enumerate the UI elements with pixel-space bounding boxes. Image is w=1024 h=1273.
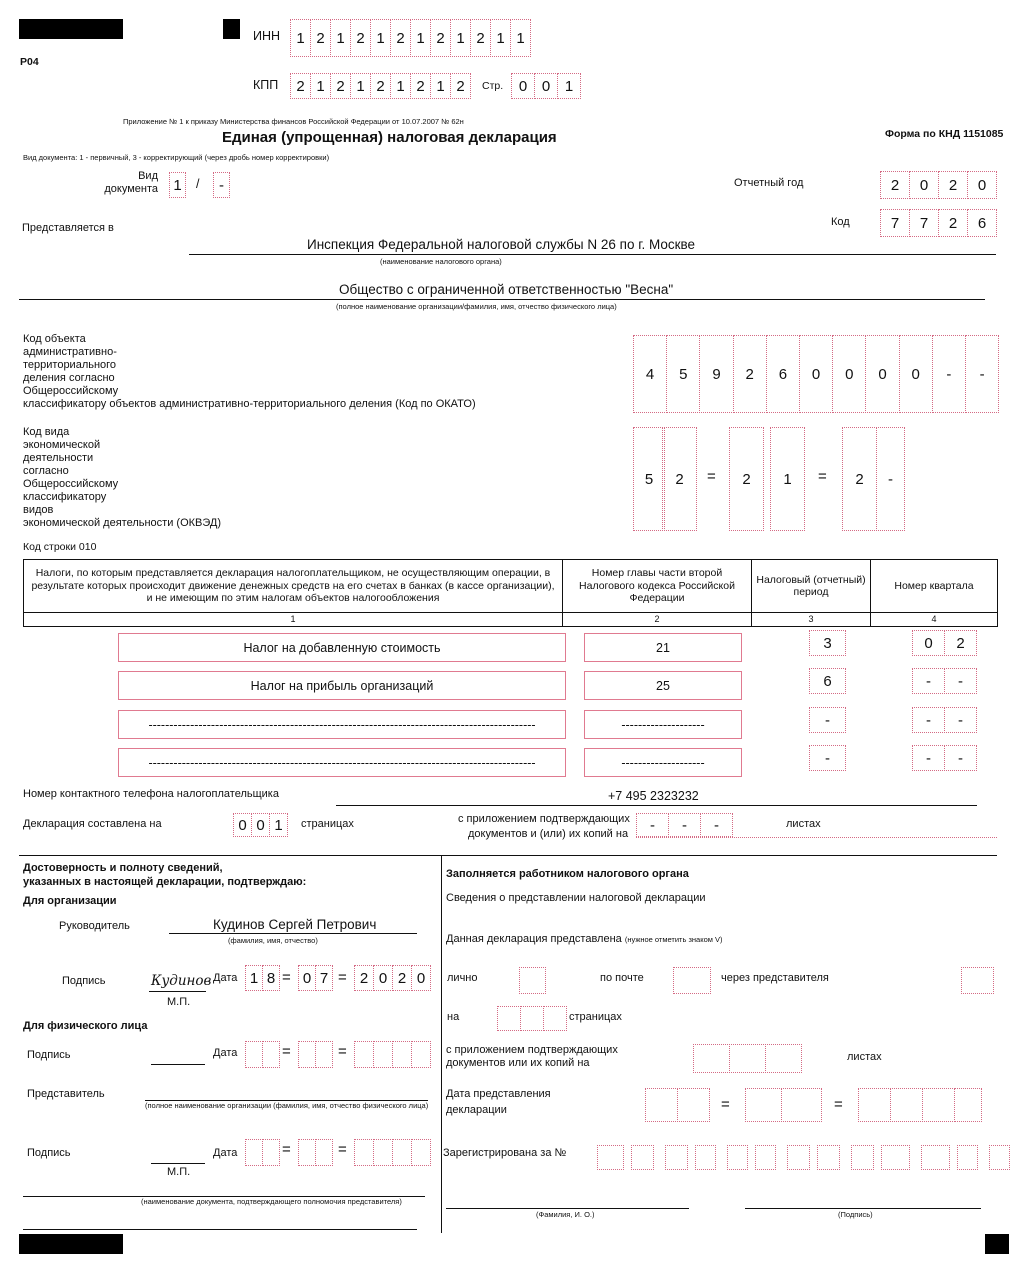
org-date-label: Дата — [213, 972, 238, 984]
org-mp: М.П. — [167, 996, 191, 1008]
sheets-unit: листах — [786, 818, 821, 830]
digit-cell[interactable]: 1 — [370, 19, 391, 57]
okved-digit-cell[interactable]: 2 — [729, 427, 764, 531]
digit-cell[interactable]: 0 — [411, 965, 431, 991]
date-separator: = — [282, 1043, 291, 1060]
okved-label-line: видов — [23, 504, 54, 516]
head-label: Руководитель — [59, 920, 130, 932]
registration-digit-cell[interactable] — [695, 1145, 716, 1170]
submission-date-cell[interactable] — [781, 1088, 822, 1122]
registration-digit-cell[interactable] — [957, 1145, 978, 1170]
pages-label: Декларация составлена на — [23, 818, 162, 830]
column-divider — [441, 855, 442, 1233]
via-representative-checkbox[interactable] — [961, 967, 994, 994]
pages-unit: страницах — [301, 818, 354, 830]
digit-cell[interactable]: 7 — [315, 965, 333, 991]
doc-type-cell[interactable]: 1 — [169, 172, 186, 198]
digit-cell[interactable]: 0 — [832, 335, 866, 413]
attach-received-unit: листах — [847, 1051, 882, 1063]
date-separator: = — [338, 1043, 347, 1060]
digit-cell[interactable]: 1 — [510, 19, 531, 57]
digit-cell[interactable] — [315, 1041, 333, 1068]
digit-cell[interactable]: 5 — [666, 335, 700, 413]
digit-cell[interactable]: 9 — [699, 335, 733, 413]
tax-officer-heading: Заполняется работником налогового органа — [446, 868, 689, 880]
digit-cell[interactable] — [245, 1041, 263, 1068]
for-person-heading: Для физического лица — [23, 1020, 148, 1032]
submission-date-line1: Дата представления — [446, 1088, 551, 1100]
officer-sign-underline — [745, 1208, 981, 1209]
digit-cell[interactable]: 2 — [310, 19, 331, 57]
doc-type-slash: / — [196, 177, 200, 191]
page-number-label: Стр. — [482, 80, 504, 92]
registration-digit-cell[interactable] — [881, 1145, 910, 1170]
registration-digit-cell[interactable] — [817, 1145, 840, 1170]
registration-digit-cell[interactable] — [755, 1145, 776, 1170]
digit-cell[interactable]: 1 — [430, 73, 451, 99]
doc-type-note: Вид документа: 1 - первичный, 3 - корректирующий (через дробь номер корректировки) — [23, 153, 330, 162]
kpp-label: КПП — [253, 78, 279, 92]
digit-cell[interactable]: 1 — [410, 19, 431, 57]
digit-cell[interactable]: 6 — [967, 209, 997, 237]
submitted-label — [446, 933, 723, 945]
submission-date-cell[interactable] — [645, 1088, 678, 1122]
digit-cell[interactable]: 2 — [733, 335, 767, 413]
representative-caption: (полное наименование организации (фамилия, имя, отчество физического лица) — [145, 1101, 429, 1110]
digit-cell[interactable]: 7 — [909, 209, 939, 237]
digit-cell[interactable]: 6 — [766, 335, 800, 413]
personally-label: лично — [447, 972, 478, 984]
okved-label-line: Общероссийскому — [23, 478, 119, 490]
digit-cell[interactable]: 1 — [269, 813, 288, 837]
date-separator: = — [282, 969, 291, 986]
okved-label-line: Код вида — [23, 426, 70, 438]
tax-name-field[interactable]: Налог на прибыль организаций — [118, 671, 566, 700]
digit-cell[interactable]: 1 — [310, 73, 331, 99]
digit-cell[interactable]: 2 — [354, 965, 374, 991]
person-sign-label: Подпись — [27, 1049, 71, 1061]
rep-sign-label: Подпись — [27, 1147, 71, 1159]
attach-label-line2: документов и (или) их копий на — [468, 828, 629, 840]
registration-digit-cell[interactable] — [989, 1145, 1010, 1170]
org-signature[interactable]: Кудинов — [151, 973, 212, 989]
rep-doc-underline-2 — [23, 1229, 417, 1230]
digit-cell[interactable]: - — [636, 813, 669, 837]
report-year-label: Отчетный год — [734, 177, 804, 189]
on-label: на — [447, 1011, 460, 1023]
okato-label-line: Код объекта — [23, 333, 86, 345]
digit-cell[interactable] — [411, 1041, 431, 1068]
date-separator: = — [282, 1141, 291, 1158]
doc-type-label-line2: документа — [104, 183, 158, 195]
okved-label-line: экономической деятельности (ОКВЭД) — [23, 517, 222, 529]
digit-cell[interactable]: 2 — [390, 19, 411, 57]
col-number: 2 — [563, 613, 752, 627]
submission-date-cell[interactable] — [745, 1088, 782, 1122]
period-cell[interactable]: - — [809, 707, 846, 733]
digit-cell[interactable] — [245, 1139, 263, 1166]
personally-checkbox[interactable] — [519, 967, 546, 994]
organization-caption: (полное наименование организации/фамилия, имя, отчество физического лица) — [336, 302, 617, 311]
okved-digit-cell[interactable]: 2 — [662, 427, 697, 531]
attach-received-cell[interactable] — [729, 1044, 766, 1073]
registered-label: Зарегистрирована за № — [443, 1147, 567, 1159]
digit-cell[interactable]: 0 — [799, 335, 833, 413]
period-cell[interactable]: 6 — [809, 668, 846, 694]
quarter-cell[interactable]: - — [944, 707, 977, 733]
tax-name-field[interactable]: --------------------------------------------------------------------------------------------- — [118, 748, 566, 777]
page-code: Р04 — [20, 56, 39, 68]
digit-cell[interactable] — [392, 1041, 412, 1068]
header-chapter: Номер главы части второй Налогового кодекса Российской Федерации — [563, 560, 752, 613]
taxes-table-header — [23, 559, 998, 627]
registration-digit-cell[interactable] — [851, 1145, 874, 1170]
person-sign-underline — [151, 1064, 205, 1065]
rep-sign-underline — [151, 1163, 205, 1164]
pages-received-cell[interactable] — [520, 1006, 544, 1031]
digit-cell[interactable] — [373, 1139, 393, 1166]
okved-separator: = — [707, 468, 716, 485]
registration-digit-cell[interactable] — [597, 1145, 624, 1170]
period-cell[interactable]: 3 — [809, 630, 846, 656]
digit-cell[interactable]: 2 — [938, 171, 968, 199]
digit-cell[interactable]: - — [932, 335, 966, 413]
by-mail-label: по почте — [600, 972, 644, 984]
organization-underline — [19, 299, 985, 300]
confirm-line2: указанных в настоящей декларации, подтверждаю: — [23, 876, 307, 888]
pages-received-cell[interactable] — [497, 1006, 521, 1031]
digit-cell[interactable]: 2 — [290, 73, 311, 99]
digit-cell[interactable]: 1 — [290, 19, 311, 57]
submission-date-line2: декларации — [446, 1104, 507, 1116]
line-010-label: Код строки 010 — [23, 541, 97, 553]
digit-cell[interactable]: 2 — [370, 73, 391, 99]
okved-label-line: классификатору — [23, 491, 107, 503]
registration-digit-cell[interactable] — [921, 1145, 950, 1170]
person-date-label: Дата — [213, 1047, 238, 1059]
digit-cell[interactable]: 0 — [534, 73, 558, 99]
chapter-field[interactable]: -------------------- — [584, 710, 742, 739]
appendix-note: Приложение № 1 к приказу Министерства финансов Российской Федерации от 10.07.2007 № 62н — [123, 117, 464, 126]
attach-received-cell[interactable] — [765, 1044, 802, 1073]
submission-date-cell[interactable] — [922, 1088, 955, 1122]
submission-date-cell[interactable] — [677, 1088, 710, 1122]
header-period: Налоговый (отчетный) период — [752, 560, 871, 613]
registration-digit-cell[interactable] — [727, 1145, 748, 1170]
digit-cell[interactable]: 2 — [938, 209, 968, 237]
quarter-cell[interactable]: - — [944, 745, 977, 771]
okved-digit-cell[interactable]: 5 — [633, 427, 665, 531]
attach-received-line2: документов или их копий на — [446, 1057, 590, 1069]
submission-info: Сведения о представлении налоговой декларации — [446, 892, 706, 904]
corner-marker-top-left — [19, 19, 123, 39]
tax-name-field[interactable]: Налог на добавленную стоимость — [118, 633, 566, 662]
phone-label: Номер контактного телефона налогоплательщика — [23, 788, 279, 800]
rep-doc-caption: (наименование документа, подтверждающего полномочия представителя) — [141, 1197, 402, 1206]
quarter-cell[interactable]: 2 — [944, 630, 977, 656]
authority-label: Представляется в — [22, 222, 114, 234]
organization-name[interactable]: Общество с ограниченной ответственностью "Весна" — [339, 282, 674, 297]
digit-cell[interactable]: 2 — [410, 73, 431, 99]
digit-cell[interactable] — [354, 1041, 374, 1068]
digit-cell[interactable] — [298, 1139, 316, 1166]
authority-caption: (наименование налогового органа) — [380, 257, 502, 266]
head-name[interactable]: Кудинов Сергей Петрович — [213, 917, 377, 932]
digit-cell[interactable]: 1 — [557, 73, 581, 99]
okved-label-line: экономической — [23, 439, 101, 451]
officer-name-underline — [446, 1208, 689, 1209]
quarter-cell[interactable]: - — [912, 745, 945, 771]
org-sign-underline — [149, 991, 206, 992]
by-mail-checkbox[interactable] — [673, 967, 711, 994]
doc-type-label — [104, 170, 158, 196]
registration-digit-cell[interactable] — [665, 1145, 688, 1170]
okved-digit-cell[interactable]: - — [876, 427, 905, 531]
form-code: Форма по КНД 1151085 — [885, 128, 1004, 140]
digit-cell[interactable]: 1 — [350, 73, 371, 99]
via-representative-label: через представителя — [721, 972, 829, 984]
digit-cell[interactable]: 2 — [470, 19, 491, 57]
corner-marker-bottom-left — [19, 1234, 123, 1254]
authority-underline — [189, 254, 996, 255]
digit-cell[interactable] — [373, 1041, 393, 1068]
digit-cell[interactable]: 0 — [373, 965, 393, 991]
digit-cell[interactable]: 1 — [245, 965, 263, 991]
digit-cell[interactable]: 0 — [233, 813, 252, 837]
digit-cell[interactable]: 2 — [450, 73, 471, 99]
pages-received-unit: страницах — [569, 1011, 622, 1023]
digit-cell[interactable] — [392, 1139, 412, 1166]
for-organization-heading: Для организации — [23, 895, 117, 907]
digit-cell[interactable]: 7 — [880, 209, 910, 237]
confirm-line1: Достоверность и полноту сведений, — [23, 862, 223, 874]
date-separator: = — [721, 1096, 730, 1113]
col-number: 1 — [24, 613, 563, 627]
chapter-field[interactable]: -------------------- — [584, 748, 742, 777]
digit-cell[interactable]: 8 — [262, 965, 280, 991]
officer-name-caption: (Фамилия, И. О.) — [536, 1210, 595, 1219]
attach-dotted-line — [636, 837, 997, 838]
digit-cell[interactable]: 0 — [298, 965, 316, 991]
digit-cell[interactable] — [298, 1041, 316, 1068]
attach-received-line1: с приложением подтверждающих — [446, 1044, 618, 1056]
okved-label-line: согласно — [23, 465, 69, 477]
header-taxes: Налоги, по которым представляется декларация налогоплательщиком, не осуществляющим операции, в результате которых происходит движение денежных средств на его счетах в банках (в кассе организации), и не имеющим по этим налогам объектов налогообложения — [24, 560, 563, 613]
date-separator: = — [338, 1141, 347, 1158]
submission-date-cell[interactable] — [954, 1088, 982, 1122]
officer-sign-caption: (Подпись) — [838, 1210, 873, 1219]
representative-label: Представитель — [27, 1088, 105, 1100]
rep-mp: М.П. — [167, 1166, 191, 1178]
org-sign-label: Подпись — [62, 975, 106, 987]
period-cell[interactable]: - — [809, 745, 846, 771]
tax-office-code-label: Код — [831, 216, 850, 228]
digit-cell[interactable] — [262, 1139, 280, 1166]
digit-cell[interactable]: 1 — [490, 19, 511, 57]
digit-cell[interactable]: 2 — [880, 171, 910, 199]
quarter-cell[interactable]: 0 — [912, 630, 945, 656]
head-underline — [169, 933, 417, 934]
chapter-field[interactable]: 21 — [584, 633, 742, 662]
col-number: 3 — [752, 613, 871, 627]
attach-label-line1: с приложением подтверждающих — [458, 813, 630, 825]
digit-cell[interactable]: 1 — [330, 19, 351, 57]
digit-cell[interactable] — [411, 1139, 431, 1166]
okato-label — [23, 333, 476, 411]
registration-digit-cell[interactable] — [631, 1145, 654, 1170]
tax-name-field[interactable]: --------------------------------------------------------------------------------------------- — [118, 710, 566, 739]
digit-cell[interactable]: 4 — [633, 335, 667, 413]
digit-cell[interactable]: - — [668, 813, 701, 837]
correction-number-cell[interactable]: - — [213, 172, 230, 198]
declaration-title: Единая (упрощенная) налоговая декларация — [222, 129, 557, 146]
digit-cell[interactable]: 2 — [430, 19, 451, 57]
corner-marker-top-mid — [223, 19, 240, 39]
corner-marker-bottom-right — [985, 1234, 1009, 1254]
digit-cell[interactable]: 2 — [350, 19, 371, 57]
okved-digit-cell[interactable]: 2 — [842, 427, 877, 531]
registration-digit-cell[interactable] — [787, 1145, 810, 1170]
submitted-note: (нужное отметить знаком V) — [624, 935, 723, 944]
date-separator: = — [338, 969, 347, 986]
okved-label — [23, 426, 221, 530]
digit-cell[interactable]: 0 — [865, 335, 899, 413]
digit-cell[interactable]: 0 — [899, 335, 933, 413]
okato-label-line: деления согласно — [23, 372, 115, 384]
digit-cell[interactable]: 0 — [967, 171, 997, 199]
digit-cell[interactable]: 0 — [251, 813, 270, 837]
okato-label-line: территориального — [23, 359, 117, 371]
phone-value[interactable]: +7 495 2323232 — [608, 789, 699, 803]
digit-cell[interactable]: 0 — [511, 73, 535, 99]
okved-digit-cell[interactable]: 1 — [770, 427, 805, 531]
digit-cell[interactable] — [354, 1139, 374, 1166]
digit-cell[interactable] — [262, 1041, 280, 1068]
submitted-text: Данная декларация представлена — [446, 933, 622, 945]
col-number: 4 — [871, 613, 998, 627]
section-divider — [19, 855, 997, 856]
chapter-field[interactable]: 25 — [584, 671, 742, 700]
okato-label-line: классификатору объектов административно-территориального деления (Код по ОКАТО) — [23, 398, 476, 410]
phone-underline — [336, 805, 977, 806]
quarter-cell[interactable]: - — [944, 668, 977, 694]
attach-received-cell[interactable] — [693, 1044, 730, 1073]
digit-cell[interactable]: - — [965, 335, 999, 413]
digit-cell[interactable]: 1 — [390, 73, 411, 99]
okved-label-line: деятельности — [23, 452, 94, 464]
doc-type-label-line1: Вид — [138, 170, 158, 182]
digit-cell[interactable]: 1 — [450, 19, 471, 57]
submission-date-cell[interactable] — [858, 1088, 891, 1122]
quarter-cell[interactable]: - — [912, 707, 945, 733]
authority-name[interactable]: Инспекция Федеральной налоговой службы N 26 по г. Москве — [307, 237, 696, 252]
inn-label: ИНН — [253, 29, 281, 43]
header-quarter: Номер квартала — [871, 560, 998, 613]
date-separator: = — [834, 1096, 843, 1113]
quarter-cell[interactable]: - — [912, 668, 945, 694]
digit-cell[interactable] — [315, 1139, 333, 1166]
digit-cell[interactable]: 2 — [392, 965, 412, 991]
okato-label-line: административно- — [23, 346, 117, 358]
head-fio-caption: (фамилия, имя, отчество) — [228, 936, 318, 945]
digit-cell[interactable]: 0 — [909, 171, 939, 199]
digit-cell[interactable]: - — [700, 813, 733, 837]
submission-date-cell[interactable] — [890, 1088, 923, 1122]
rep-date-label: Дата — [213, 1147, 238, 1159]
digit-cell[interactable]: 2 — [330, 73, 351, 99]
okato-label-line: Общероссийскому — [23, 385, 119, 397]
okved-separator: = — [818, 468, 827, 485]
pages-received-cell[interactable] — [543, 1006, 567, 1031]
